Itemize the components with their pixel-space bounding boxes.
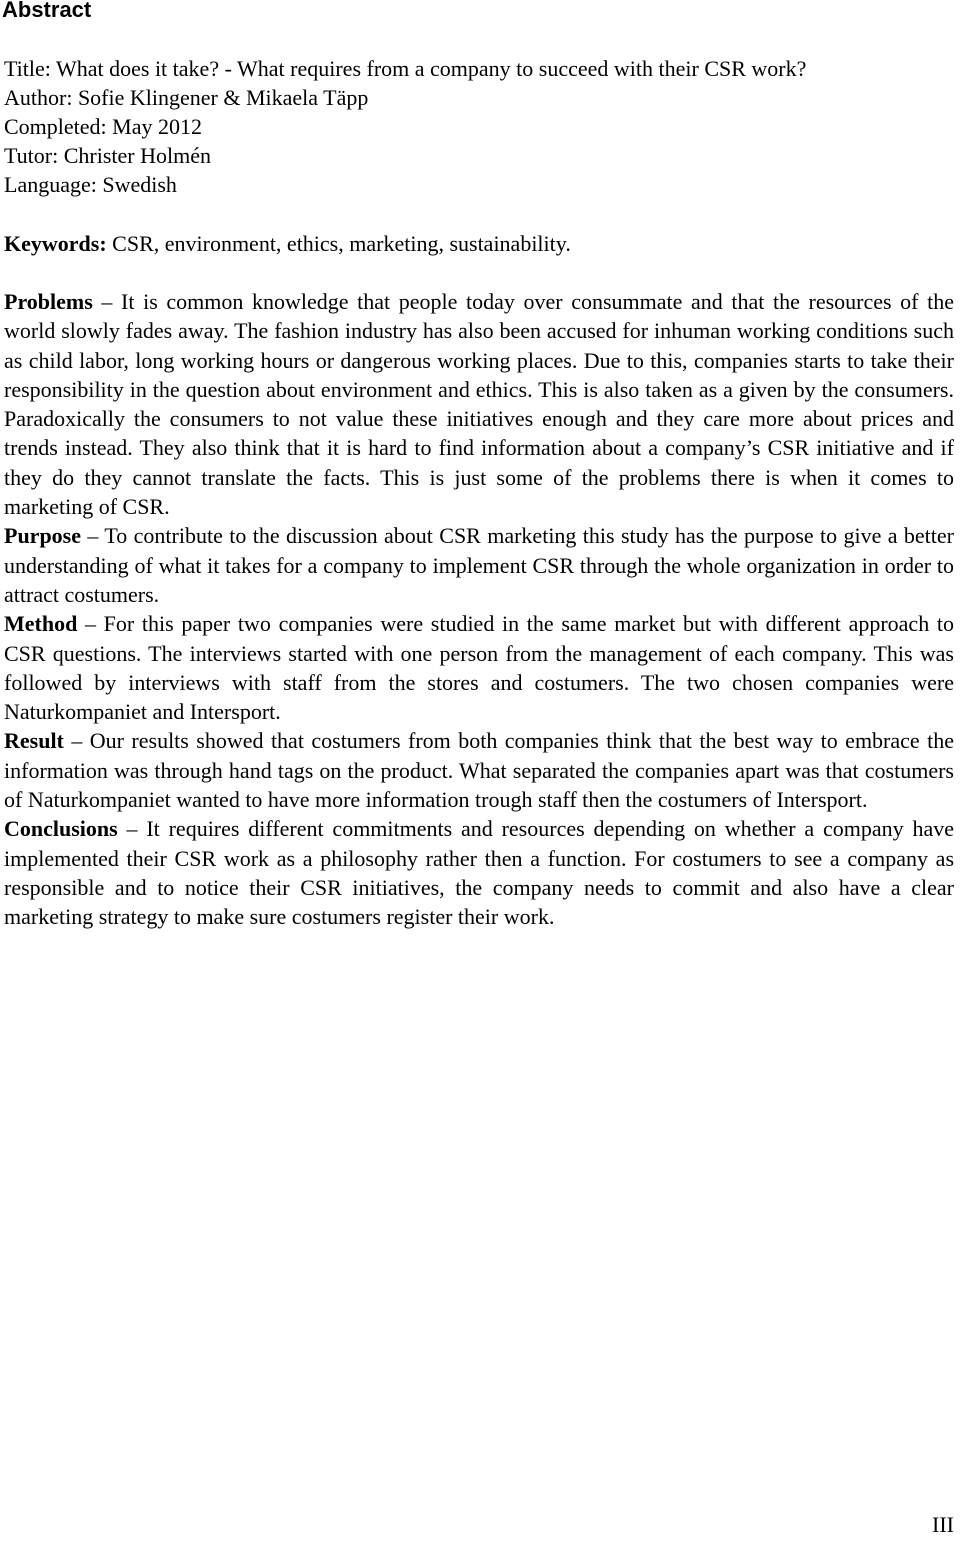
keywords-line [4,229,954,258]
page-number: III [932,1512,954,1537]
section-text: – It is common knowledge that people today over consummate and that the resources of the world slowly fades away. The fashion industry has also been accused for inhuman working conditions such as child labor, long working hours or dangerous working places. Due to this, companies starts to take their responsibility in the question about environment and ethics. This is also taken as a given by the consumers. Paradoxically the consumers to not value these initiatives enough and they care more about prices and trends instead. They also think that it is hard to find information about a company’s CSR initiative and if they do they cannot translate the facts. This is just some of the problems there is when it comes to marketing of CSR. [4,289,954,520]
section-conclusions [4,814,954,931]
meta-author: Author: Sofie Klingener & Mikaela Täpp [4,85,369,110]
section-label: Method [4,611,78,637]
section-problems [4,287,954,521]
section-text: – To contribute to the discussion about CSR marketing this study has the purpose to give a better understanding of what it takes for a company to implement CSR through the whole organization in order to attract costumers. [4,523,954,607]
section-label: Conclusions [4,816,118,842]
section-purpose [4,521,954,609]
meta-language: Language: Swedish [4,172,177,197]
section-label: Result [4,728,64,754]
thesis-metadata [4,54,954,199]
section-method [4,609,954,726]
keywords-label: Keywords: [4,231,107,256]
section-label: Problems [4,289,93,314]
page-title: Abstract [2,0,92,22]
keywords-text: CSR, environment, ethics, marketing, sustainability. [106,231,571,256]
section-text: – Our results showed that costumers from both companies think that the best way to embrace the information was through hand tags on the product. What separated the companies apart was that costumers of Naturkompaniet wanted to have more information trough staff then the costumers of Intersport. [4,728,954,813]
section-result [4,726,954,814]
section-text: – It requires different commitments and resources depending on whether a company have implemented their CSR work as a philosophy rather then a function. For costumers to see a company as responsible and to notice their CSR initiatives, the company needs to commit and also have a clear marketing strategy to make sure costumers register their work. [4,816,954,930]
meta-tutor: Tutor: Christer Holmén [4,143,211,168]
abstract-body [4,287,954,932]
meta-completed: Completed: May 2012 [4,114,202,139]
section-text: – For this paper two companies were studied in the same market but with different approach to CSR questions. The interviews started with one person from the management of each company. This was followed by interviews with staff from the stores and costumers. The two chosen companies were Naturkompaniet and Intersport. [4,611,954,725]
meta-title: Title: What does it take? - What requires from a company to succeed with their CSR work? [4,56,807,81]
section-label: Purpose [4,523,81,549]
